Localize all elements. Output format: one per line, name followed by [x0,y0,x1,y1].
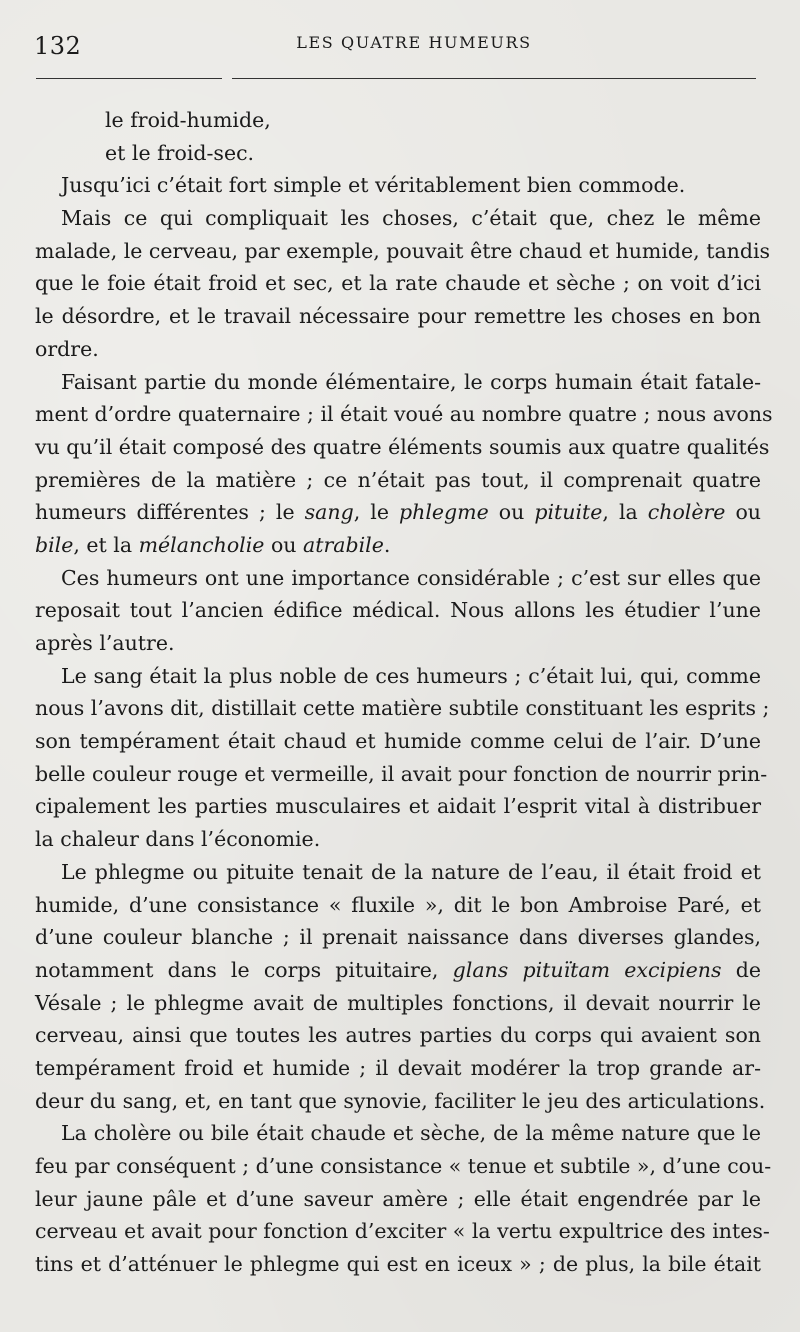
header-rule-left [36,78,222,79]
text-line [35,1085,766,1118]
text-line [35,169,761,202]
text-segment: vu qu’il était composé des quatre éléments soumis aux quatre qualités [35,434,770,459]
text-line [35,1248,761,1281]
text-segment: reposait tout l’ancien édifice médical. Nous allons les étudier l’une [35,598,761,623]
italic-term: mélancholie [138,532,265,557]
text-segment: cerveau, ainsi que toutes les autres parties du corps qui avaient son [35,1023,761,1048]
text-segment: , et la [73,532,139,557]
text-segment: le désordre, et le travail nécessaire pour remettre les choses en bon [35,304,761,329]
text-segment: , la [602,500,648,525]
text-segment: ou [488,500,535,525]
italic-term: phlegme [399,500,489,525]
text-line [35,235,771,268]
text-segment: cipalement les parties musculaires et aidait l’esprit vital à distribuer [35,794,761,819]
text-segment: Vésale ; le phlegme avait de multiples fonctions, il devait nourrir le [35,990,761,1015]
text-line [35,660,761,693]
text-segment: Le sang était la plus noble de ces humeurs ; c’était lui, qui, comme [61,663,761,688]
text-line [35,1052,761,1085]
text-line [35,431,770,464]
text-line [35,1215,770,1248]
italic-term: pituite [534,500,603,525]
text-segment: le froid-humide, [105,108,271,132]
text-segment: de [721,957,762,982]
italic-term: bile [35,532,74,557]
text-line [35,921,761,954]
text-line [35,1019,761,1052]
text-line [35,889,761,922]
text-segment: malade, le cerveau, par exemple, pouvait être chaud et humide, tandis [35,238,771,263]
italic-term: cholère [647,500,726,525]
text-line [35,790,761,823]
text-segment: Le phlegme ou pituite tenait de la nature de l’eau, il était froid et [61,859,761,884]
text-segment: , le [353,500,399,525]
text-segment: humeurs différentes ; le [35,500,305,525]
text-line [35,725,761,758]
text-segment: humide, d’une consistance « fluxile », dit le bon Ambroise Paré, et [35,892,761,917]
text-line [35,594,761,627]
text-line [35,987,761,1020]
text-segment: après l’autre. [35,631,175,655]
text-line [35,562,761,595]
text-line [35,529,761,562]
text-line [35,758,768,791]
text-line [35,1117,761,1150]
text-segment: nous l’avons dit, distillait cette matière subtile constituant les esprits ; [35,696,770,721]
text-segment: ou [725,500,762,525]
running-head: LES QUATRE HUMEURS [296,33,532,52]
text-line [35,496,761,529]
italic-term: sang [304,500,354,525]
text-line [35,104,761,137]
text-line [35,202,761,235]
text-segment: premières de la matière ; ce n’était pas tout, il comprenait quatre [35,467,761,492]
text-segment: notamment dans le corps pituitaire, [35,957,453,982]
header-rule-right [232,78,756,79]
text-segment: Ces humeurs ont une importance considérable ; c’est sur elles que [61,565,761,590]
text-line [35,398,773,431]
italic-term: atrabile [303,532,384,557]
text-line [35,300,761,333]
text-segment: leur jaune pâle et d’une saveur amère ; elle était engendrée par le [35,1186,761,1211]
body-text [35,104,773,1281]
text-segment: que le foie était froid et sec, et la rate chaude et sèche ; on voit d’ici [35,271,761,296]
text-segment: ou [264,532,303,557]
text-segment: . [383,532,391,557]
italic-term: glans pituïtam excipiens [452,957,722,982]
text-line [35,856,761,889]
text-segment: ment d’ordre quaternaire ; il était voué au nombre quatre ; nous avons [35,402,773,427]
text-segment: son tempérament était chaud et humide comme celui de l’air. D’une [35,729,761,754]
text-line [35,692,770,725]
text-segment: ordre. [35,336,99,361]
text-line [35,464,761,497]
text-segment: Mais ce qui compliquait les choses, c’était que, chez le même [61,206,761,231]
text-segment: belle couleur rouge et vermeille, il avait pour fonction de nourrir prin- [35,761,768,786]
text-line [35,366,761,399]
text-segment: cerveau et avait pour fonction d’exciter « la vertu expultrice des intes- [35,1219,770,1244]
text-segment: tempérament froid et humide ; il devait modérer la trop grande ar- [35,1055,761,1080]
text-segment: Jusqu’ici c’était fort simple et véritablement bien commode. [61,173,686,198]
text-segment: feu par conséquent ; d’une consistance « tenue et subtile », d’une cou- [35,1154,772,1178]
text-segment: d’une couleur blanche ; il prenait naissance dans diverses glandes, [35,925,761,950]
text-segment: Faisant partie du monde élémentaire, le corps humain était fatale- [61,369,761,394]
text-line [35,267,761,300]
text-segment: et le froid-sec. [105,140,255,165]
text-segment: deur du sang, et, en tant que synovie, faciliter le jeu des articulations. [35,1088,766,1113]
text-segment: tins et d’atténuer le phlegme qui est en iceux » ; de plus, la bile était [35,1252,761,1277]
text-line [35,823,761,856]
page-number: 132 [34,32,82,60]
text-line [35,954,761,987]
text-line [35,137,761,170]
text-line [35,627,761,660]
text-segment: la chaleur dans l’économie. [35,827,321,852]
text-line [35,333,761,366]
text-line [35,1183,761,1216]
text-line [35,1150,772,1183]
text-segment: La cholère ou bile était chaude et sèche, de la même nature que le [61,1121,761,1146]
page-header [34,30,764,66]
